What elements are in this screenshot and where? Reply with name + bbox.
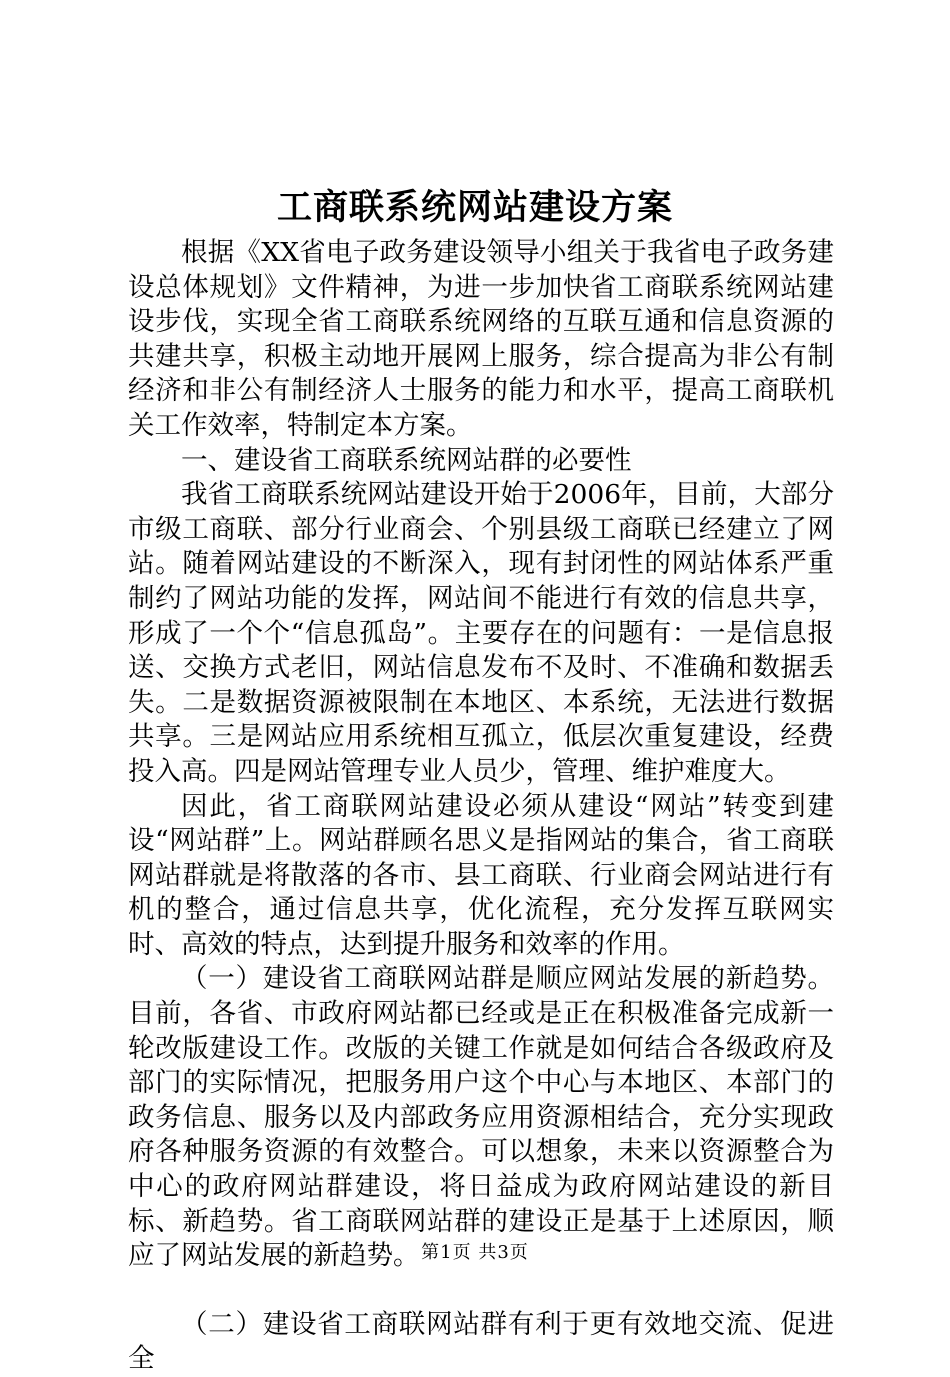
document-body [128,236,834,1377]
paragraph-intro: 根据《XX省电子政务建设领导小组关于我省电子政务建设总体规划》文件精神，为进一步加快省工商联系统网站建设步伐，实现全省工商联系统网络的互联互通和信息资源的共建共享，积极主动地开展网上服务，综合提高为非公有制经济和非公有制经济人士服务的能力和水平，提高工商联机关工作效率，特制定本方案。 [128,237,834,441]
paragraph-therefore: 因此，省工商联网站建设必须从建设“网站”转变到建设“网站群”上。网站群顾名思义是指网站的集合，省工商联网站群就是将散落的各市、县工商联、行业商会网站进行有机的整合，通过信息共享，优化流程，充分发挥互联网实时、高效的特点，达到提升服务和效率的作用。 [128,790,834,960]
paragraph-point-one: （一）建设省工商联网站群是顺应网站发展的新趋势。目前，各省、市政府网站都已经或是正在积极准备完成新一轮改版建设工作。改版的关键工作就是如何结合各级政府及部门的实际情况，把服务用户这个中心与本地区、本部门的政务信息、服务以及内部政务应用资源相结合，充分实现政府各种服务资源的有效整合。可以想象，未来以资源整合为中心的政府网站群建设，将日益成为政府网站建设的新目标、新趋势。省工商联网站群的建设正是基于上述原因，顺应了网站发展的新趋势。 [128,963,834,1272]
document-title: 工商联系统网站建设方案 [276,187,673,228]
page-footer: 第1页 共3页 [421,1242,529,1263]
paragraph-point-two: （二）建设省工商联网站群有利于更有效地交流、促进全 [128,1308,834,1375]
paragraph-history: 我省工商联系统网站建设开始于2006年，目前，大部分市级工商联、部分行业商会、个别县级工商联已经建立了网站。随着网站建设的不断深入，现有封闭性的网站体系严重制约了网站功能的发挥，网站间不能进行有效的信息共享，形成了一个个“信息孤岛”。主要存在的问题有：一是信息报送、交换方式老旧，网站信息发布不及时、不准确和数据丢失。二是数据资源被限制在本地区、本系统，无法进行数据共享。三是网站应用系统相互孤立，低层次重复建设，经费投入高。四是网站管理专业人员少，管理、维护难度大。 [128,479,834,787]
section-heading-necessity: 一、建设省工商联系统网站群的必要性 [181,444,632,476]
